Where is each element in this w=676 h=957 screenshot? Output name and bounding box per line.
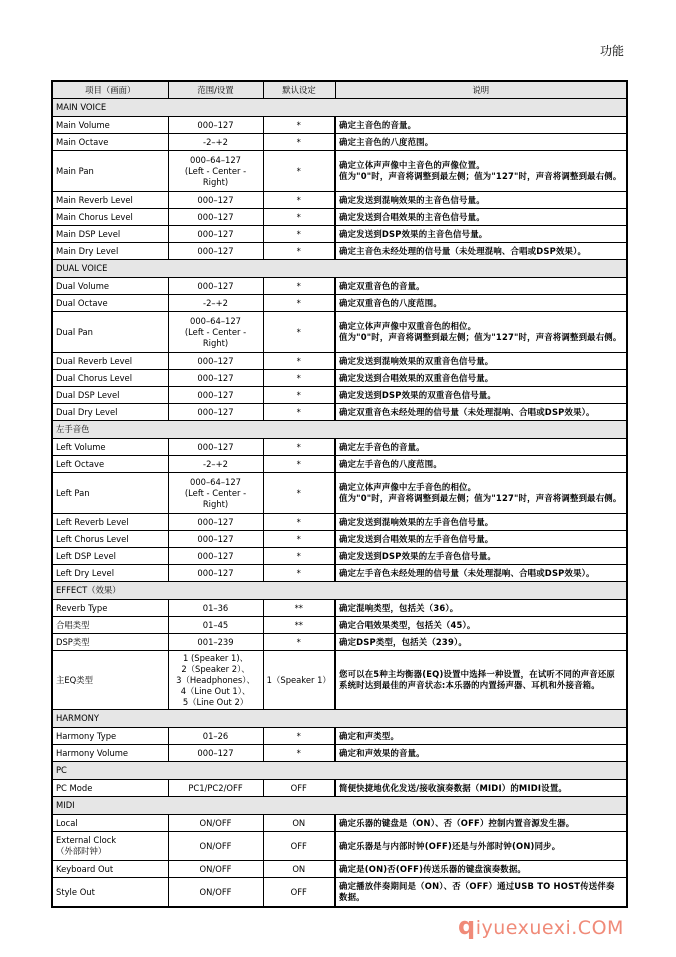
param-range: -2–+2 (168, 295, 263, 312)
param-default: * (263, 745, 335, 762)
param-default: * (263, 278, 335, 295)
param-range: 000–127 (168, 226, 263, 243)
param-default: * (263, 192, 335, 209)
param-default: ** (263, 600, 335, 617)
table-row (52, 861, 627, 878)
param-description: 确定双重音色的八度范围。 (335, 295, 627, 312)
param-description: 确定播放伴奏期间是（ON）、否（OFF）通过USB TO HOST传送伴奏数据。 (335, 878, 627, 908)
param-name: Style Out (52, 878, 168, 908)
param-range: 000–127 (168, 209, 263, 226)
param-name: Harmony Volume (52, 745, 168, 762)
param-name: 主EQ类型 (52, 651, 168, 710)
table-row (52, 600, 627, 617)
table-row (52, 832, 627, 861)
table-row (52, 134, 627, 151)
param-name: Left Chorus Level (52, 531, 168, 548)
param-description: 确定乐器的键盘是（ON）、否（OFF）控制内置音源发生器。 (335, 815, 627, 832)
section-title: PC (52, 762, 627, 780)
param-range: 000–64–127 (Left - Center - Right) (168, 312, 263, 353)
param-description: 确定乐器是与内部时钟(OFF)还是与外部时钟(ON)同步。 (335, 832, 627, 861)
function-table (51, 80, 628, 908)
param-range: 000–127 (168, 243, 263, 260)
header-default: 默认设定 (263, 81, 335, 99)
table-row (52, 226, 627, 243)
param-default: * (263, 295, 335, 312)
section-title: HARMONY (52, 710, 627, 728)
param-name: Left Reverb Level (52, 514, 168, 531)
param-default: * (263, 209, 335, 226)
param-default: * (263, 728, 335, 745)
param-description: 您可以在5种主均衡器(EQ)设置中选择一种设置，在试听不同的声音还原系统时达到最佳的声音状态:本乐器的内置扬声器、耳机和外接音箱。 (335, 651, 627, 710)
param-name: Main Chorus Level (52, 209, 168, 226)
param-name: Left DSP Level (52, 548, 168, 565)
param-description: 确定发送到DSP效果的主音色信号量。 (335, 226, 627, 243)
param-range: 000–127 (168, 439, 263, 456)
param-description: 确定立体声声像中双重音色的相位。 值为"0"时，声音将调整到最左侧；值为"127"时，声音将调整到最右侧。 (335, 312, 627, 353)
param-description: 确定发送到DSP效果的双重音色信号量。 (335, 387, 627, 404)
section-title: MAIN VOICE (52, 99, 627, 117)
param-description: 确定左手音色未经处理的信号量（未处理混响、合唱或DSP效果）。 (335, 565, 627, 582)
param-name: Main Volume (52, 117, 168, 134)
param-name: Dual Pan (52, 312, 168, 353)
param-default: * (263, 243, 335, 260)
param-description: 确定立体声声像中左手音色的相位。 值为"0"时，声音将调整到最左侧；值为"127"时，声音将调整到最右侧。 (335, 473, 627, 514)
param-description: 确定发送到混响效果的主音色信号量。 (335, 192, 627, 209)
param-range: 000–64–127 (Left - Center - Right) (168, 473, 263, 514)
param-default: OFF (263, 780, 335, 797)
page-header-title: 功能 (599, 44, 624, 58)
header-range: 范围/设置 (168, 81, 263, 99)
param-name: Main Reverb Level (52, 192, 168, 209)
param-range: 01–26 (168, 728, 263, 745)
param-name: Left Dry Level (52, 565, 168, 582)
param-range: 01–36 (168, 600, 263, 617)
param-description: 确定发送到合唱效果的左手音色信号量。 (335, 531, 627, 548)
param-range: PC1/PC2/OFF (168, 780, 263, 797)
table-row (52, 745, 627, 762)
param-range: ON/OFF (168, 878, 263, 908)
param-default: * (263, 634, 335, 651)
param-name: 合唱类型 (52, 617, 168, 634)
table-row (52, 651, 627, 710)
param-range: 1 (Speaker 1)、 2（Speaker 2）、 3（Headphones）、 4（Line Out 1）、 5（Line Out 2） (168, 651, 263, 710)
param-name: Harmony Type (52, 728, 168, 745)
header-description: 说明 (335, 81, 627, 99)
param-name: Left Octave (52, 456, 168, 473)
param-range: 000–127 (168, 387, 263, 404)
param-description: 确定立体声声像中主音色的声像位置。 值为"0"时，声音将调整到最左侧；值为"127"时，声音将调整到最右侧。 (335, 151, 627, 192)
param-range: 000–127 (168, 548, 263, 565)
param-description: 确定左手音色的八度范围。 (335, 456, 627, 473)
section-header-item (52, 421, 627, 439)
table-row (52, 295, 627, 312)
param-range: ON/OFF (168, 832, 263, 861)
table-row (52, 815, 627, 832)
table-row (52, 473, 627, 514)
table-row (52, 404, 627, 421)
param-range: 01–45 (168, 617, 263, 634)
table-row (52, 353, 627, 370)
param-range: ON/OFF (168, 861, 263, 878)
table-row (52, 209, 627, 226)
param-name: Main DSP Level (52, 226, 168, 243)
param-description: 确定双重音色的音量。 (335, 278, 627, 295)
param-name: Main Octave (52, 134, 168, 151)
param-default: OFF (263, 832, 335, 861)
param-default: * (263, 387, 335, 404)
watermark (458, 912, 624, 940)
param-default: * (263, 312, 335, 353)
param-name: Left Volume (52, 439, 168, 456)
table-row (52, 548, 627, 565)
table-row (52, 387, 627, 404)
param-range: 000–127 (168, 192, 263, 209)
param-name: DSP类型 (52, 634, 168, 651)
param-description: 确定主音色的音量。 (335, 117, 627, 134)
param-description: 确定发送到混响效果的双重音色信号量。 (335, 353, 627, 370)
watermark-logo-letter: q (458, 912, 476, 940)
table-row (52, 565, 627, 582)
param-description: 确定发送到合唱效果的主音色信号量。 (335, 209, 627, 226)
param-default: * (263, 117, 335, 134)
table-header-row (52, 81, 627, 99)
section-header-pc (52, 762, 627, 780)
param-default: ** (263, 617, 335, 634)
param-default: * (263, 456, 335, 473)
table-row (52, 243, 627, 260)
param-default: ON (263, 815, 335, 832)
param-name: Dual Dry Level (52, 404, 168, 421)
param-description: 确定和声类型。 (335, 728, 627, 745)
param-name: PC Mode (52, 780, 168, 797)
param-default: * (263, 548, 335, 565)
param-description: 确定DSP类型，包括关（239）。 (335, 634, 627, 651)
param-default: * (263, 439, 335, 456)
param-default: * (263, 514, 335, 531)
table-row (52, 878, 627, 908)
table-row (52, 439, 627, 456)
param-name: Local (52, 815, 168, 832)
table-row (52, 312, 627, 353)
header-item: 项目（画面） (52, 81, 168, 99)
section-header-midi (52, 797, 627, 815)
table-row (52, 617, 627, 634)
param-default: OFF (263, 878, 335, 908)
param-description: 确定发送到混响效果的左手音色信号量。 (335, 514, 627, 531)
param-default: * (263, 134, 335, 151)
param-name: Dual Volume (52, 278, 168, 295)
section-title: MIDI (52, 797, 627, 815)
param-description: 确定混响类型，包括关（36）。 (335, 600, 627, 617)
param-default: * (263, 226, 335, 243)
param-default: * (263, 370, 335, 387)
section-title: EFFECT（效果） (52, 582, 627, 600)
param-description: 确定发送到DSP效果的左手音色信号量。 (335, 548, 627, 565)
param-name: Reverb Type (52, 600, 168, 617)
section-header-dual-voice (52, 260, 627, 278)
param-name: Left Pan (52, 473, 168, 514)
param-name: Keyboard Out (52, 861, 168, 878)
param-description: 确定发送到合唱效果的双重音色信号量。 (335, 370, 627, 387)
param-range: 000–127 (168, 745, 263, 762)
section-title: 左手音色 (52, 421, 627, 439)
param-range: 000–127 (168, 353, 263, 370)
table-row (52, 634, 627, 651)
param-default: * (263, 151, 335, 192)
table-row (52, 531, 627, 548)
param-description: 确定合唱效果类型，包括关（45）。 (335, 617, 627, 634)
param-name: Main Dry Level (52, 243, 168, 260)
param-default: ON (263, 861, 335, 878)
param-description: 简便快捷地优化发送/接收演奏数据（MIDI）的MIDI设置。 (335, 780, 627, 797)
param-range: 000–127 (168, 278, 263, 295)
param-description: 确定主音色的八度范围。 (335, 134, 627, 151)
param-range: 000–127 (168, 117, 263, 134)
param-default: * (263, 404, 335, 421)
param-default: * (263, 565, 335, 582)
table-row (52, 370, 627, 387)
param-range: ON/OFF (168, 815, 263, 832)
table-row (52, 514, 627, 531)
param-range: 000–127 (168, 404, 263, 421)
section-header-harmony (52, 710, 627, 728)
table-body (52, 99, 627, 908)
param-default: * (263, 473, 335, 514)
section-header-effect (52, 582, 627, 600)
param-name: External Clock （外部时钟） (52, 832, 168, 861)
param-name: Dual Octave (52, 295, 168, 312)
param-name: Dual DSP Level (52, 387, 168, 404)
param-name: Dual Chorus Level (52, 370, 168, 387)
table-row (52, 278, 627, 295)
table-row (52, 728, 627, 745)
param-range: 000–127 (168, 531, 263, 548)
param-range: 000–127 (168, 565, 263, 582)
param-range: 000–127 (168, 514, 263, 531)
table-row (52, 780, 627, 797)
table-row (52, 151, 627, 192)
param-default: * (263, 531, 335, 548)
param-description: 确定是(ON)否(OFF)传送乐器的键盘演奏数据。 (335, 861, 627, 878)
table-row (52, 456, 627, 473)
param-range: 000–127 (168, 370, 263, 387)
param-range: -2–+2 (168, 456, 263, 473)
section-header-main-voice (52, 99, 627, 117)
param-range: -2–+2 (168, 134, 263, 151)
table-row (52, 192, 627, 209)
watermark-text: iyuexuexi.COM (475, 917, 624, 939)
param-range: 000–64–127 (Left - Center - Right) (168, 151, 263, 192)
param-name: Dual Reverb Level (52, 353, 168, 370)
param-default: 1（Speaker 1） (263, 651, 335, 710)
param-description: 确定双重音色未经处理的信号量（未处理混响、合唱或DSP效果）。 (335, 404, 627, 421)
param-description: 确定左手音色的音量。 (335, 439, 627, 456)
table-row (52, 117, 627, 134)
param-range: 001–239 (168, 634, 263, 651)
section-title: DUAL VOICE (52, 260, 627, 278)
param-name: Main Pan (52, 151, 168, 192)
param-description: 确定主音色未经处理的信号量（未处理混响、合唱或DSP效果）。 (335, 243, 627, 260)
param-description: 确定和声效果的音量。 (335, 745, 627, 762)
param-default: * (263, 353, 335, 370)
